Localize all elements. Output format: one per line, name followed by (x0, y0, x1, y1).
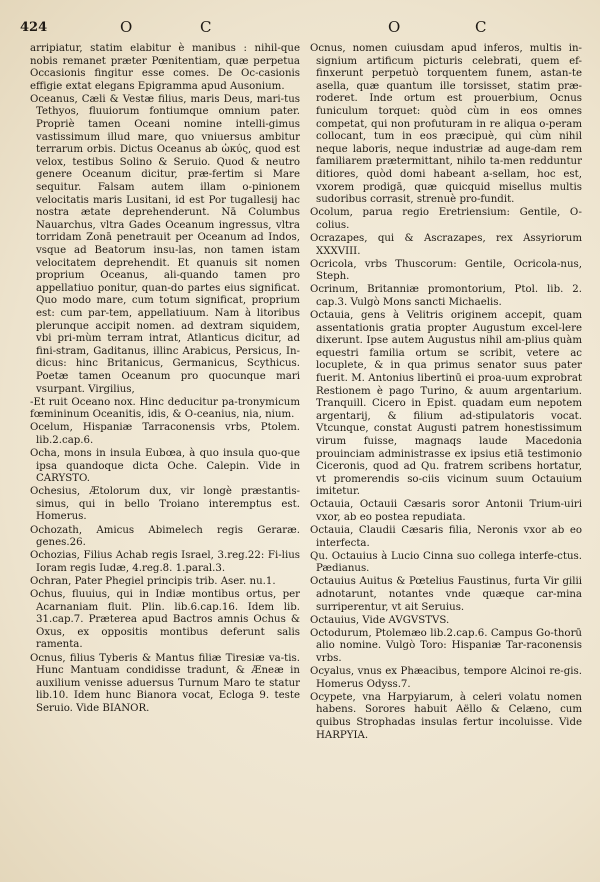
entry-oceanus-quote: -Et ruit Oceano nox. Hinc deducitur pa-tronymicum fœmininum Oceanitis, idis, & O-ceanius, nia, nium. (30, 396, 300, 421)
entry-octauius: Octauius, Vide AVGVSTVS. (310, 614, 450, 626)
entry-ochesius: Ochesius, Ætolorum dux, vir longè præstantis-simus, qui in bello Troiano interemptus est. Homerus. (30, 486, 300, 523)
entry-occasio-continuation: arripiatur, statim elabitur è manibus : nihil-que nobis remanet præter Pœnitentiam, quæ perpetua Occasionis fingitur esse comes. De Oc-casionis effigie extat elegans Epigramma apud Ausonium. (30, 43, 300, 92)
entry-ocolum: Ocolum, parua regio Eretriensium: Gentile, O-colius. (310, 207, 582, 231)
entry-ocricola: Ocricola, vrbs Thuscorum: Gentile, Ocricola-nus, Steph. (310, 258, 582, 283)
entry-ochozias: Ochozias, Filius Achab regis Israel, 3.reg.22: Fi-lius Ioram regis Iudæ, 4.reg.8. 1.paral.3. (30, 550, 300, 574)
header-letter-right-2: C (475, 18, 493, 36)
header-letter-left-1: O (120, 18, 139, 36)
entry-ochran: Ochran, Pater Phegiel principis trib. Aser. nu.1. (30, 575, 276, 587)
entry-qu-octauius: Qu. Octauius à Lucio Cinna suo collega interfe-ctus. Pædianus. (310, 550, 582, 575)
entry-oceanus: Oceanus, Cæli & Vestæ filius, maris Deus, mari-tus Tethyos, fluuiorum fontiumque omnium pater. Propriè tamen Oceani nomine intelli-gimus vastissimum illud mare, quo vniuersus ambitur terrarum orbis. Dictus Oceanus ab ὠκύς, quod est velox, testibus Solino & Seruio. Quod & neutro genere Oceanum dicitur, præ-fertim si Mare sequitur. Falsam autem illam o-pinionem velocitatis maris Lusitani, id est Por tugallesij hac nostra ætate deprehenderunt. Nā Columbus Nauarchus, vltra Gades Oceanum ingressus, vltra torridam Zonā penetrauit per Oceanum ad Indos, vsque ad Beatorum insu-las, non tamen istam velocitatem deprehendit. Et quanuis sit nomen proprium Oceanus, ali-quando tamen pro appellatiuo ponitur, quan-do partes eius significat. Quo modo mare, cum totum significat, proprium est: cum par-tem, appellatiuum. Nam à litoribus plerunque accipit nomen. ad dextram siquidem, vbi pri-mùm terram intrat, Atlanticus dicitur, ad fini-stram, Gaditanus, illinc Arabicus, Persicus, In-dicus: hinc Britanicus, Germanicus, Scythicus. Poetæ tamen Oceanum pro quocunque mari vsurpant. Virgilius, (30, 93, 300, 395)
entry-ocelum: Ocelum, Hispaniæ Tarraconensis vrbs, Ptolem. lib.2.cap.6. (30, 422, 300, 446)
entry-ocrazapes: Ocrazapes, qui & Ascrazapes, rex Assyriorum XXXVIII. (310, 232, 582, 257)
entry-ocha: Ocha, mons in insula Eubœa, à quo insula quo-que ipsa quandoque dicta Oche. Calepin. Vide in CARYSTO. (30, 448, 300, 485)
entry-octauius-auitus: Octauius Auitus & Pœtelius Faustinus, furta Vir gilii adnotarunt, notantes vnde quæque car-mina surriperentur, vt ait Seruius. (310, 576, 582, 613)
entry-ocnus-1: Ocnus, filius Tyberis & Mantus filiæ Tiresiæ va-tis. Hunc Mantuam condidisse tradunt, & Æneæ in auxilium venisse aduersus Turnum Maro te statur lib.10. Idem hunc Bianora vocat, Ecloga 9. teste Seruio. Vide BIANOR. (30, 652, 300, 714)
entry-ocrinum: Ocrinum, Britanniæ promontorium, Ptol. lib. 2. cap.3. Vulgò Mons sancti Michaelis. (310, 284, 582, 308)
entry-octauia-filia: Octauia, Claudii Cæsaris filia, Neronis vxor ab eo interfecta. (310, 525, 582, 549)
entry-octodurum: Octodurum, Ptolemæo lib.2.cap.6. Campus Go-thorū alio nomine. Vulgò Toro: Hispaniæ Tar-raconensis vrbs. (310, 627, 582, 664)
right-column (310, 43, 582, 743)
entry-ocyalus: Ocyalus, vnus ex Phæacibus, tempore Alcinoi re-gis. Homerus Odyss.7. (310, 666, 582, 690)
entry-octauia-soror: Octauia, Octauii Cæsaris soror Antonii Trium-uiri vxor, ab eo postea repudiata. (310, 499, 582, 523)
entry-ocnus-2: Ocnus, nomen cuiusdam apud inferos, multis in-signium artificum picturis celebrati, quem ef-finxerunt perpetuò torquentem funem, astan-te asella, quæ quantum ille torsisset, statim præ-roderet. Inde ortum est prouerbium, Ocnus funiculum torquet: quòd cùm in eos omnes competat, qui non profuturam in re aliqua o-peram collocant, tum in eos præcipuè, qui cùm nihil neque laboris, neque industriæ ad auge-dam rem familiarem prætermittant, nihilo ta-men redduntur ditiores, quòd domi habeant a-sellam, hoc est, vxorem prodigā, quæ quicquid misellus multis sudoribus corrasit, strenuè pro-fundit. (310, 43, 582, 206)
entry-ochus: Ochus, fluuius, qui in Indiæ montibus ortus, per Acarnaniam fluit. Plin. lib.6.cap.16. Idem lib. 31.cap.7. Præterea apud Bactros amnis Ochus & Oxus, ex oppositis montibus deferunt salis ramenta. (30, 589, 300, 651)
entry-ocypete: Ocypete, vna Harpyiarum, à celeri volatu nomen habens. Sorores habuit Aëllo & Celæno, cum quibus Strophadas insulas fertur incoluisse. Vide HARPYIA. (310, 691, 582, 741)
page-number: 424 (20, 20, 48, 35)
entry-octauia-gens: Octauia, gens à Velitris originem accepit, quam assentationis gratia propter Augustum excel-lere dixerunt. Ipse autem Augustus nihil am-plius quàm equestri familia ortum se scribit, vetere ac locuplete, & in qua primus senator suus pater fuerit. M. Antonius libertinū ei proa-uum exprobrat Restionem è pago Turino, & auum argentarium. Tranquill. Cicero in Epist. quadam eum nepotem argentarij, & filium ad-stipulatoris vocat. Vtcunque, constat Augusti patrem honestissimum virum fuisse, magnaqs laude Macedonia prouinciam administrasse ex ipsius etiā testimonio Ciceronis, quod ad Qu. fratrem scribens hortatur, vt promerendis so-ciis vicinum suum Octauium imitetur. (310, 309, 582, 498)
page-header (0, 18, 600, 40)
entry-ochozath: Ochozath, Amicus Abimelech regis Geraræ. genes.26. (30, 524, 300, 549)
left-column (30, 43, 300, 716)
header-letter-right-1: O (388, 18, 407, 36)
header-letter-left-2: C (200, 18, 218, 36)
